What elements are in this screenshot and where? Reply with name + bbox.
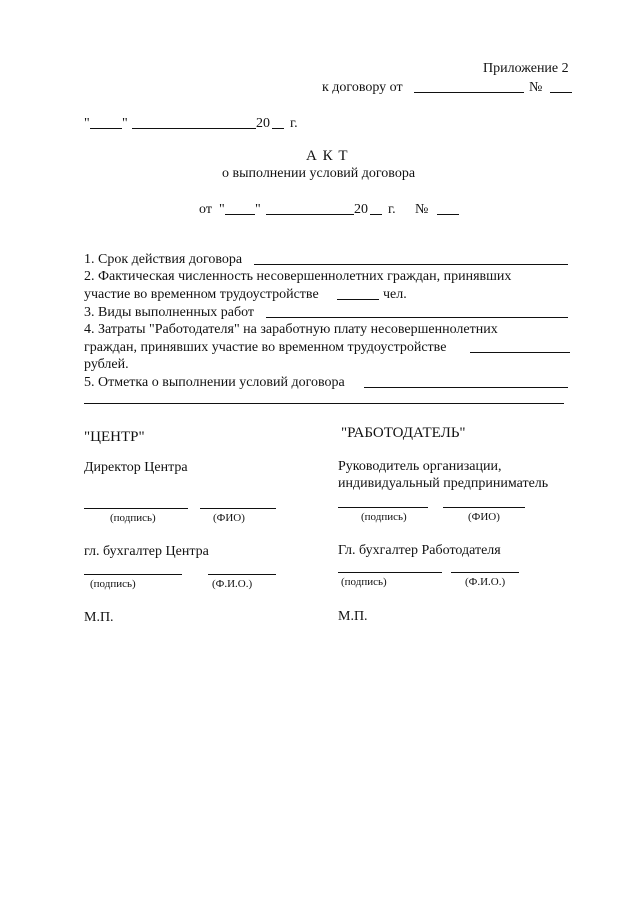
contract-date-field[interactable] [414,92,524,93]
right-accountant-fio-caption: (Ф.И.О.) [465,576,506,588]
right-head-signature-field[interactable] [338,507,428,508]
left-stamp-label: М.П. [84,610,114,625]
item-5-field[interactable] [364,387,568,388]
act-title: А К Т [306,148,349,164]
appendix-label: Приложение 2 [483,61,569,76]
item-4-text-line1: 4. Затраты "Работодателя" на заработную плату несовершеннолетних [84,322,498,337]
right-head-fio-field[interactable] [443,507,525,508]
item-1-text: 1. Срок действия договора [84,252,243,267]
right-head-label-line2: индивидуальный предприниматель [338,476,549,491]
left-party-name: "ЦЕНТР" [84,429,145,445]
right-head-fio-caption: (ФИО) [468,511,500,523]
act-from-label: от [199,202,212,217]
right-stamp-label: М.П. [338,609,368,624]
contract-number-field[interactable] [550,92,572,93]
right-accountant-signature-field[interactable] [338,572,442,573]
item-5-field-extra[interactable] [84,403,564,404]
left-accountant-fio-caption: (Ф.И.О.) [212,578,253,590]
date-year-field[interactable] [272,128,284,129]
act-year-field[interactable] [370,214,382,215]
contract-ref-label: к договору от [322,80,403,95]
left-director-signature-caption: (подпись) [110,512,156,524]
item-4-text-line2: граждан, принявших участие во временном трудоустройстве [84,340,447,355]
left-accountant-label: гл. бухгалтер Центра [84,544,209,559]
act-day-field[interactable] [225,214,255,215]
item-4-field[interactable] [470,352,570,353]
item-2-unit: чел. [383,287,407,302]
item-4-text-line3: рублей. [84,357,129,372]
item-2-text-line1: 2. Фактическая численность несовершеннолетних граждан, принявших [84,269,512,284]
act-month-field[interactable] [266,214,354,215]
left-accountant-signature-caption: (подпись) [90,578,136,590]
item-2-text-line2: участие во временном трудоустройстве [84,287,319,302]
right-head-label-line1: Руководитель организации, [338,459,502,474]
act-number-sign: № [415,202,429,217]
act-number-field[interactable] [437,214,459,215]
right-accountant-label: Гл. бухгалтер Работодателя [338,543,501,558]
left-accountant-signature-field[interactable] [84,574,182,575]
right-accountant-fio-field[interactable] [451,572,519,573]
date-quote-open: " [84,116,90,131]
act-quote-open: " [219,202,225,217]
date-year-suffix: г. [290,116,298,131]
act-year-prefix: 20 [354,202,368,217]
left-director-signature-field[interactable] [84,508,188,509]
item-1-field[interactable] [254,264,568,265]
act-subtitle: о выполнении условий договора [222,166,416,181]
date-day-field[interactable] [90,128,122,129]
item-3-text: 3. Виды выполненных работ [84,305,255,320]
date-year-prefix: 20 [256,116,270,131]
date-month-field[interactable] [132,128,256,129]
act-quote-close: " [255,202,261,217]
item-5-text: 5. Отметка о выполнении условий договора [84,375,345,390]
item-2-field[interactable] [337,299,379,300]
left-director-fio-field[interactable] [200,508,276,509]
right-accountant-signature-caption: (подпись) [341,576,387,588]
contract-number-sign: № [529,80,543,95]
act-year-suffix: г. [388,202,396,217]
item-3-field[interactable] [266,317,568,318]
left-accountant-fio-field[interactable] [208,574,276,575]
left-director-fio-caption: (ФИО) [213,512,245,524]
right-head-signature-caption: (подпись) [361,511,407,523]
left-director-label: Директор Центра [84,460,188,475]
date-quote-close: " [122,116,128,131]
right-party-name: "РАБОТОДАТЕЛЬ" [341,425,466,441]
